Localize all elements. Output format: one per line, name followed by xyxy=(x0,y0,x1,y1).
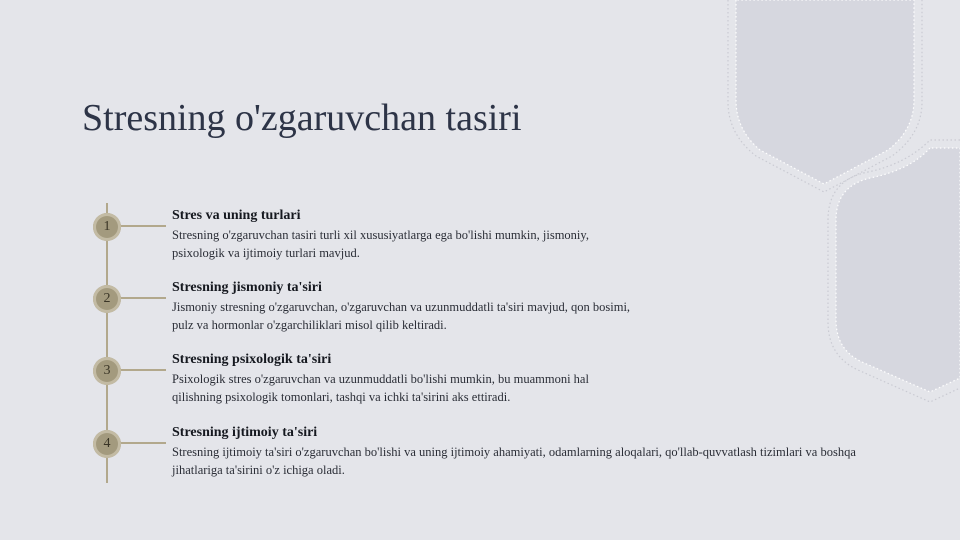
step-number-badge: 2 xyxy=(93,285,121,313)
step-title: Stresning ijtimoiy ta'siri xyxy=(172,425,318,440)
slide-title: Stresning o'zgaruvchan tasiri xyxy=(82,97,522,139)
step-title: Stresning jismoniy ta'siri xyxy=(172,280,322,295)
step-description: Jismoniy stresning o'zgaruvchan, o'zgaruvchan va uzunmuddatli ta'siri mavjud, qon bosimi, pulz va hormonlar o'zgarchiliklari misol qilib keltiradi. xyxy=(172,300,631,332)
step-description: Stresning ijtimoiy ta'siri o'zgaruvchan bo'lishi va uning ijtimoiy ahamiyati, odamlarning aloqalari, qo'llab-quvvatlash tizimlari va boshqa jihatlariga ta'sirini o'z ichiga oladi. xyxy=(172,445,856,477)
step-title: Stres va uning turlari xyxy=(172,208,301,223)
step-description: Stresning o'zgaruvchan tasiri turli xil xususiyatlarga ega bo'lishi mumkin, jismoniy, psixologik va ijtimoiy turlari mavjud. xyxy=(172,228,589,260)
timeline-step-3 xyxy=(0,351,960,421)
step-number-badge: 4 xyxy=(93,430,121,458)
step-number-badge: 3 xyxy=(93,357,121,385)
step-description: Psixologik stres o'zgaruvchan va uzunmuddatli bo'lishi mumkin, bu muammoni hal qilishning psixologik tomonlari, tashqi va ichki ta'sirini aks ettiradi. xyxy=(172,372,589,404)
timeline-step-1 xyxy=(0,207,960,277)
step-title: Stresning psixologik ta'siri xyxy=(172,352,332,367)
timeline-step-2 xyxy=(0,279,960,349)
step-number-badge: 1 xyxy=(93,213,121,241)
timeline-step-4 xyxy=(0,424,960,494)
